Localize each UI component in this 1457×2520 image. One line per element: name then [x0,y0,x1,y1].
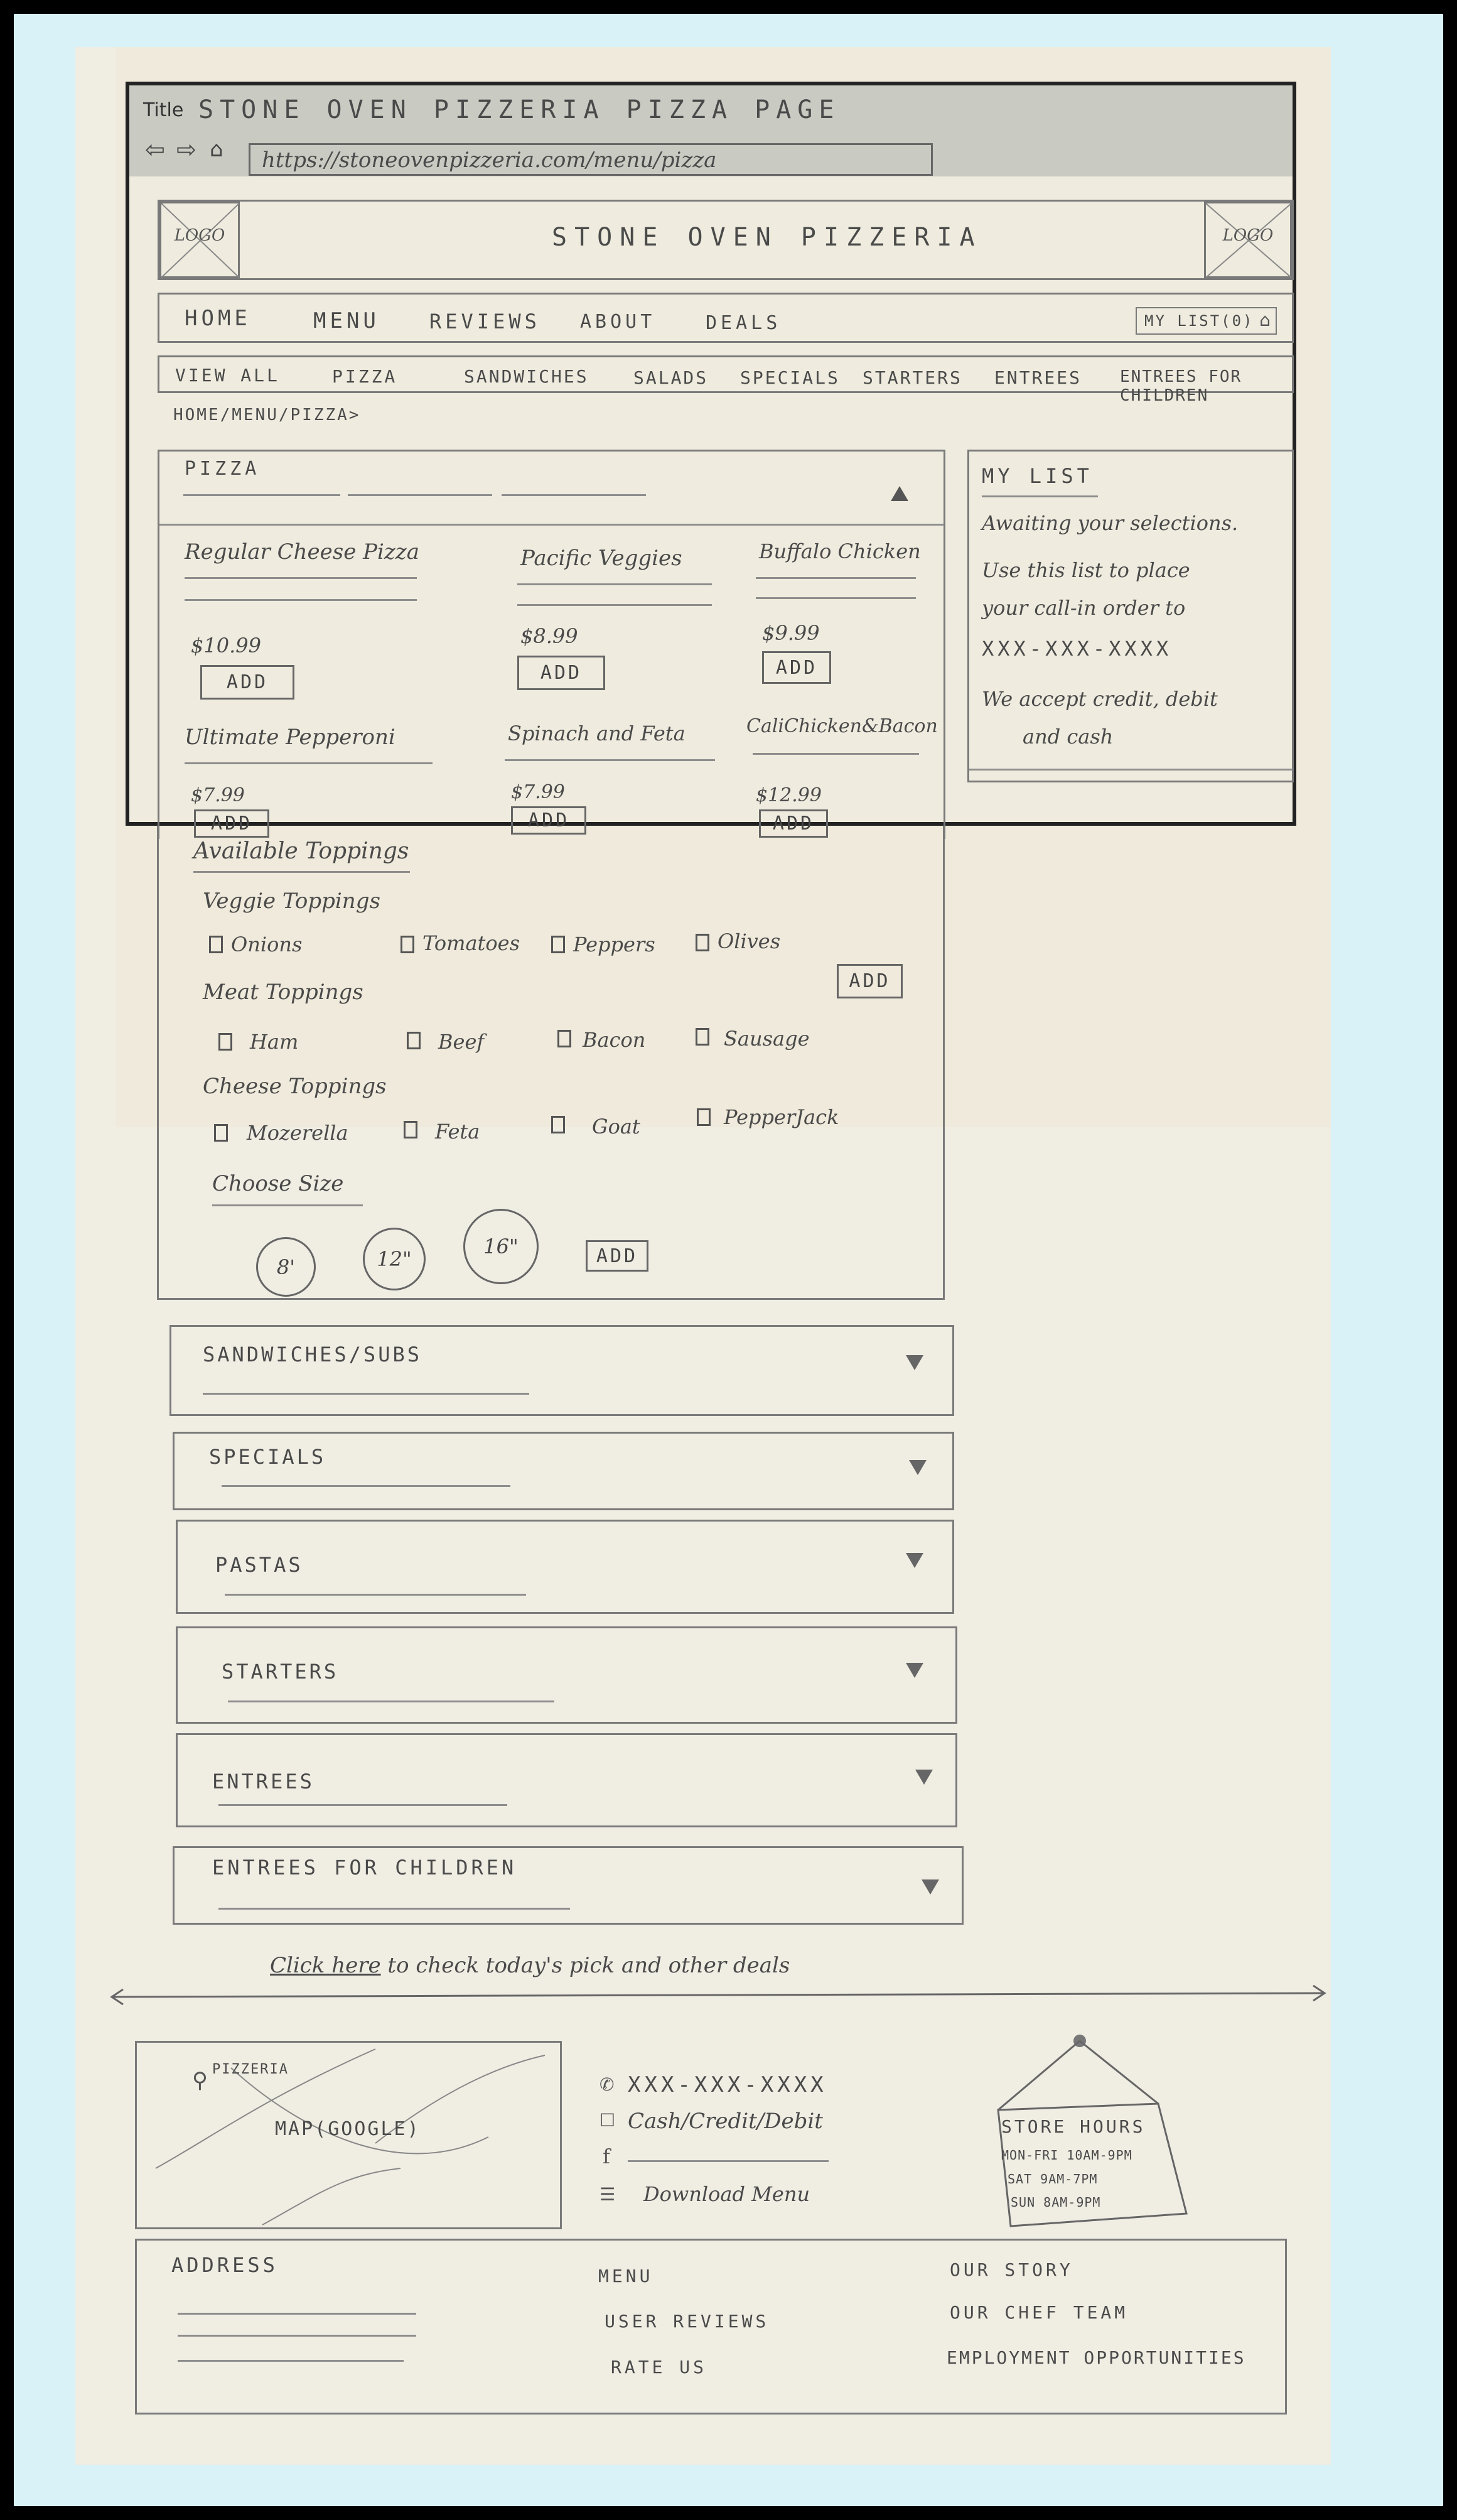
pizza-price: $10.99 [191,634,261,657]
topping-label: PepperJack [724,1105,839,1129]
store-hours-title: STORE HOURS [1001,2116,1146,2137]
payment-icon: ☐ [599,2110,616,2131]
my-list-line: Use this list to place [982,558,1190,582]
add-button[interactable]: ADD [762,651,831,684]
pizza-section [158,450,945,839]
footer-link-chef-team[interactable]: OUR CHEF TEAM [950,2302,1129,2323]
placeholder-line [203,1393,529,1395]
placeholder-line [218,1804,507,1806]
accordion-title: SANDWICHES/SUBS [203,1343,422,1366]
pizza-price: $12.99 [756,784,822,806]
my-list-line: and cash [1023,725,1114,749]
pizza-name: Ultimate Pepperoni [185,725,395,750]
section-divider [159,524,944,526]
placeholder-line [517,604,712,606]
subnav-specials[interactable]: SPECIALS [740,367,840,388]
topping-label: Onions [231,933,303,956]
placeholder-line [348,494,492,496]
my-list-title: MY LIST [982,464,1093,488]
my-list-label: MY LIST(0) [1144,312,1254,330]
topping-label: Goat [592,1115,640,1138]
pizza-name: Spinach and Feta [508,722,685,745]
meat-label: Meat Toppings [203,980,363,1005]
cheese-label: Cheese Toppings [203,1074,387,1099]
placeholder-line [502,494,646,496]
accordion-title: PASTAS [215,1553,303,1577]
size-8-option[interactable]: 8' [256,1237,316,1297]
subnav-pizza[interactable]: PIZZA [332,366,398,387]
placeholder-line [628,2160,829,2162]
expand-icon[interactable] [906,1355,923,1370]
placeholder-line [218,1908,570,1910]
subnav-sandwiches[interactable]: SANDWICHES [464,366,589,387]
store-hours-line: SAT 9AM-7PM [1008,2171,1098,2187]
category-nav [158,355,1294,405]
placeholder-line [222,1485,510,1487]
pizza-price: $8.99 [520,624,578,648]
topping-label: Tomatoes [422,931,520,955]
accordion-specials[interactable] [173,1432,954,1510]
my-list-line: We accept credit, debit [982,687,1218,711]
placeholder-line [185,599,417,601]
my-list-panel [967,450,1294,782]
footer-phone[interactable]: XXX-XXX-XXXX [628,2072,827,2097]
underline [212,1204,363,1206]
toppings-panel [157,826,945,1300]
pizza-price: $9.99 [762,621,820,645]
cart-icon: ⌂ [1259,310,1271,330]
map-pin-label: PIZZERIA [212,2062,289,2077]
footer-link-employment[interactable]: EMPLOYMENT OPPORTUNITIES [947,2347,1246,2368]
add-button[interactable]: ADD [194,809,269,838]
placeholder-line [185,762,433,764]
checkbox-olives[interactable] [696,934,709,951]
checkbox-tomatoes[interactable] [401,936,414,953]
logo-left[interactable] [159,202,240,278]
placeholder-line [178,2360,404,2362]
collapse-icon[interactable] [891,486,908,501]
underline [193,871,410,873]
subnav-salads[interactable]: SALADS [633,367,709,388]
pizza-section-title: PIZZA [185,458,261,480]
document-icon: ☰ [599,2184,616,2205]
accordion-entrees-children[interactable] [173,1846,964,1925]
accordion-sandwiches[interactable] [169,1325,954,1416]
deals-text: to check today's pick and other deals [387,1953,790,1978]
checkbox-mozerella[interactable] [214,1124,228,1142]
add-toppings-button[interactable]: ADD [837,964,903,998]
pizza-price: $7.99 [191,784,245,806]
topping-label: Peppers [573,933,655,956]
veggie-label: Veggie Toppings [203,889,380,914]
add-button[interactable]: ADD [759,809,828,838]
checkbox-ham[interactable] [218,1033,232,1051]
panel-divider [969,769,1293,771]
store-hours-line: SUN 8AM-9PM [1011,2195,1101,2210]
browser-window [126,82,1296,835]
nav-home[interactable]: HOME [185,306,251,331]
pizza-name: CaliChicken&Bacon [746,715,938,737]
footer-link-rate-us[interactable]: RATE US [611,2357,707,2377]
url-text: https://stoneovenpizzeria.com/menu/pizza [262,148,717,173]
accordion-pastas[interactable] [176,1520,954,1614]
accordion-entrees[interactable] [176,1733,957,1827]
pizza-name: Buffalo Chicken [759,539,921,563]
url-bar[interactable] [249,143,933,176]
add-button[interactable]: ADD [511,806,586,835]
my-list-phone: XXX-XXX-XXXX [982,637,1173,661]
add-button[interactable]: ADD [200,665,294,700]
download-menu-link[interactable]: Download Menu [643,2182,810,2206]
placeholder-line [756,577,916,579]
accordion-title: SPECIALS [209,1445,326,1469]
add-button[interactable]: ADD [517,656,605,690]
checkbox-peppers[interactable] [551,936,565,953]
placeholder-line [225,1594,526,1596]
topping-label: Beef [438,1030,485,1054]
footer-link-our-story[interactable]: OUR STORY [950,2259,1073,2280]
accordion-starters[interactable] [176,1626,957,1724]
subnav-entrees[interactable]: ENTREES [994,367,1082,388]
window-title: STONE OVEN PIZZERIA PIZZA PAGE [198,95,841,124]
checkbox-feta[interactable] [404,1121,417,1138]
topping-label: Bacon [583,1028,646,1052]
topping-label: Ham [250,1030,299,1054]
pizza-name: Regular Cheese Pizza [185,539,419,565]
checkbox-goat[interactable] [551,1116,565,1133]
footer-link-reviews[interactable]: USER REVIEWS [605,2311,770,2332]
map-embed[interactable] [135,2041,562,2229]
phone-icon: ✆ [599,2074,615,2095]
checkbox-onions[interactable] [209,936,223,953]
expand-icon[interactable] [922,1879,939,1895]
placeholder-line [517,583,712,585]
placeholder-line [228,1701,554,1702]
map-label: MAP(GOOGLE) [275,2118,421,2140]
my-list-awaiting: Awaiting your selections. [982,511,1239,535]
footer-link-menu[interactable]: MENU [598,2266,653,2286]
nav-reviews[interactable]: REVIEWS [429,310,540,333]
nav-menu[interactable]: MENU [313,308,380,333]
add-size-button[interactable]: ADD [586,1240,648,1272]
browser-chrome [129,85,1293,176]
placeholder-line [756,597,916,599]
footer-payment: Cash/Credit/Debit [628,2109,823,2134]
underline [982,495,1098,497]
site-name: STONE OVEN PIZZERIA [552,223,982,252]
pizza-price: $7.99 [511,781,565,803]
accordion-title: ENTREES [212,1770,315,1793]
placeholder-line [505,759,715,761]
topping-label: Olives [718,929,781,953]
subnav-view-all[interactable]: VIEW ALL [175,365,280,386]
size-12-option[interactable]: 12" [363,1228,426,1290]
placeholder-line [183,494,340,496]
pizza-name: Pacific Veggies [520,546,682,571]
title-label: Title [143,99,184,121]
home-icon[interactable]: ⌂ [210,137,223,162]
placeholder-line [185,577,417,579]
subnav-starters[interactable]: STARTERS [863,367,962,388]
logo-right[interactable] [1204,202,1292,278]
expand-icon[interactable] [915,1770,933,1785]
deals-link[interactable]: Click here [270,1953,381,1978]
my-list-line: your call-in order to [982,596,1186,620]
facebook-icon[interactable]: f [603,2144,610,2168]
expand-icon[interactable] [909,1460,927,1475]
checkbox-bacon[interactable] [557,1030,571,1047]
logo-right-text: LOGO [1222,226,1274,245]
my-list-button[interactable] [1136,307,1277,335]
placeholder-line [178,2335,416,2337]
forward-icon[interactable]: ⇨ [176,136,196,163]
nav-about[interactable]: ABOUT [580,311,656,333]
checkbox-pepperjack[interactable] [697,1108,711,1126]
checkbox-sausage[interactable] [696,1028,709,1046]
nav-deals[interactable]: DEALS [706,312,782,334]
breadcrumb[interactable]: HOME/MENU/PIZZA> [173,406,361,425]
subnav-entrees-children[interactable]: ENTREES FOR CHILDREN [1120,367,1242,405]
checkbox-beef[interactable] [407,1032,421,1049]
full-width-arrow-icon [107,1984,1331,2009]
footer-address-label: ADDRESS [171,2253,278,2277]
site-header [158,200,1294,280]
store-hours-line: MON-FRI 10AM-9PM [1001,2148,1132,2163]
topping-label: Mozerella [247,1121,348,1145]
expand-icon[interactable] [906,1553,923,1568]
accordion-title: ENTREES FOR CHILDREN [212,1856,517,1879]
main-nav [158,293,1294,343]
placeholder-line [178,2313,416,2315]
size-16-option[interactable]: 16" [463,1209,539,1284]
site-footer [135,2239,1287,2415]
size-label: Choose Size [212,1171,344,1196]
back-icon[interactable]: ⇦ [145,136,165,163]
toppings-title: Available Toppings [193,838,409,864]
map-pin-icon: ⚲ [192,2068,208,2093]
topping-label: Sausage [724,1027,810,1051]
topping-label: Feta [435,1120,480,1144]
placeholder-line [753,753,919,755]
expand-icon[interactable] [906,1663,923,1678]
accordion-title: STARTERS [222,1660,339,1684]
deals-callout [270,1953,790,1978]
logo-left-text: LOGO [174,226,225,245]
